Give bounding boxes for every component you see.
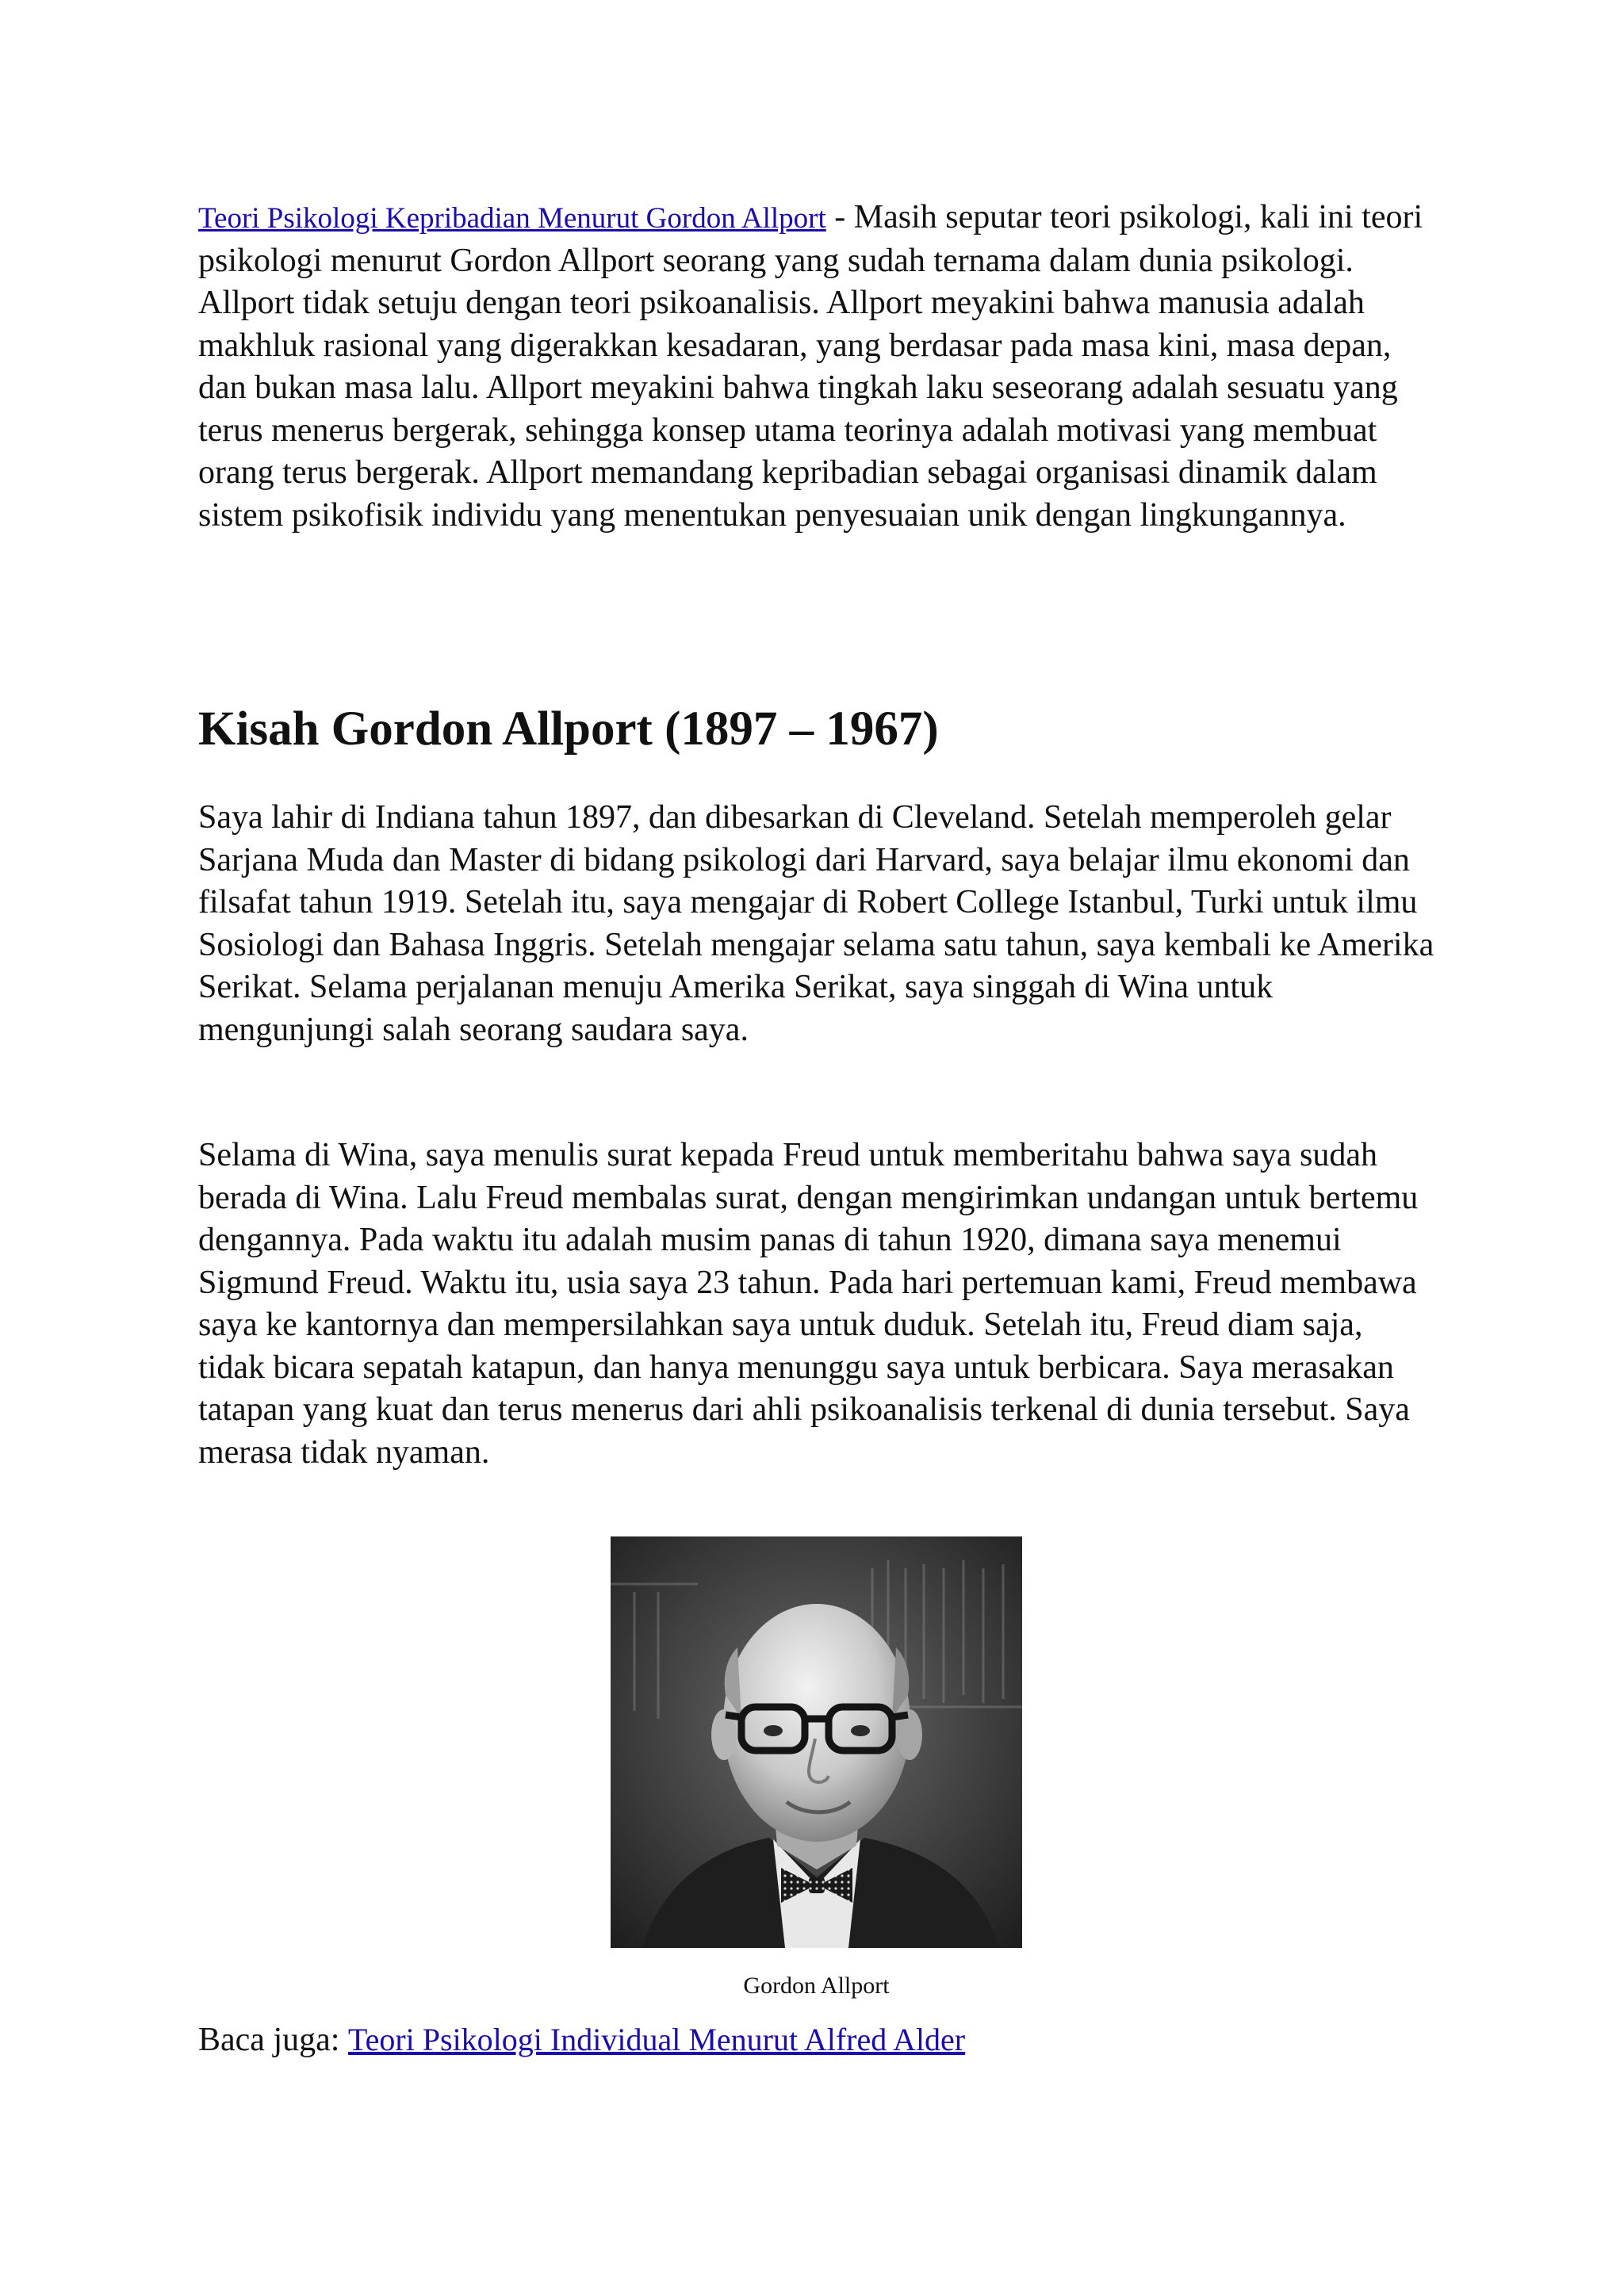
- story-paragraph-1: Saya lahir di Indiana tahun 1897, dan dibesarkan di Cleveland. Setelah memperoleh gelar Sarjana Muda dan Master di bidang psikologi dari Harvard, saya belajar ilmu ekonomi dan filsafat tahun 1919. Setelah itu, saya mengajar di Robert College Istanbul, Turki untuk ilmu Sosiologi dan Bahasa Inggris. Setelah mengajar selama satu tahun, saya kembali ke Amerika Serikat. Selama perjalanan menuju Amerika Serikat, saya singgah di Wina untuk mengunjungi salah seorang saudara saya.: [198, 799, 1434, 1048]
- section-heading: Kisah Gordon Allport (1897 – 1967): [198, 702, 939, 756]
- document-page: [198, 197, 1435, 2058]
- story-paragraph-2: Selama di Wina, saya menulis surat kepada Freud untuk memberitahu bahwa saya sudah berada di Wina. Lalu Freud membalas surat, dengan mengirimkan undangan untuk bertemu dengannya. Pada waktu itu adalah musim panas di tahun 1920, dimana saya menemui Sigmund Freud. Waktu itu, usia saya 23 tahun. Pada hari pertemuan kami, Freud membawa saya ke kantornya dan mempersilahkan saya untuk duduk. Setelah itu, Freud diam saja, tidak bicara sepatah katapun, dan hanya menunggu saya untuk berbicara. Saya merasakan tatapan yang kuat dan terus menerus dari ahli psikoanalisis terkenal di dunia tersebut. Saya merasa tidak nyaman.: [198, 1137, 1419, 1471]
- intro-text: - Masih seputar teori psikologi, kali ini teori psikologi menurut Gordon Allport seorang yang sudah ternama dalam dunia psikologi. Allport tidak setuju dengan teori psikoanalisis. Allport meyakini bahwa manusia adalah makhluk rasional yang digerakkan kesadaran, yang berdasar pada masa kini, masa depan, dan bukan masa lalu. Allport meyakini bahwa tingkah laku seseorang adalah sesuatu yang terus menerus bergerak, sehingga konsep utama teorinya adalah motivasi yang membuat orang terus bergerak. Allport memandang kepribadian sebagai organisasi dinamik dalam sistem psikofisik individu yang menentukan penyesuaian unik dengan lingkungannya.: [198, 199, 1423, 534]
- read-more-link[interactable]: Teori Psikologi Individual Menurut Alfred Alder: [347, 2022, 966, 2057]
- read-more: [198, 2019, 965, 2061]
- portrait-figure: [611, 1536, 1022, 2000]
- photo-caption: Gordon Allport: [743, 1973, 890, 1999]
- gordon-allport-photo: [611, 1536, 1022, 1948]
- intro-article-link[interactable]: Teori Psikologi Kepribadian Menurut Gordon Allport: [198, 202, 826, 235]
- read-more-label: Baca juga:: [198, 2022, 348, 2058]
- intro-paragraph: [198, 197, 1435, 537]
